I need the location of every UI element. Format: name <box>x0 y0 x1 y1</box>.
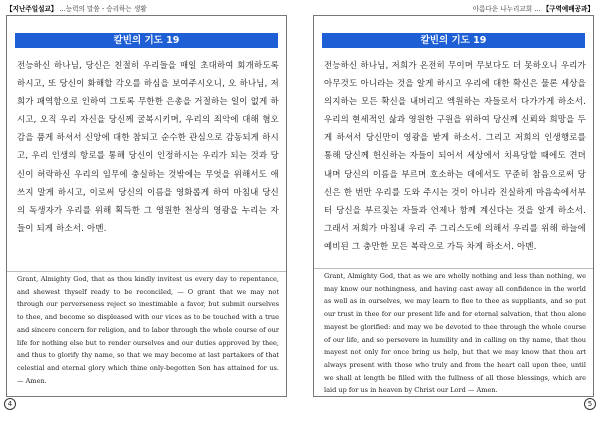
header-right-tag: 【구역예배공과】 <box>542 5 594 13</box>
left-english-prayer: Grant, Almighty God, that as thou kindly invitest us every day to repentance, and shewest thyself ready to be reconciled, — O grant that we may not through our perverseness reject so inestimable a favor, but submit ourselves to thee, and become so displeased with our vices as to be touched with a true and sincere concern for religion, and to labor through the whole course of our life for nothing else but to render ourselves and our duties approved by thee, and thus to glorify thy name, so that we may become at last partakers of that celestial and eternal glory which thine only-begotten Son has attained for us. — Amen. <box>17 275 279 385</box>
right-korean-prayer: 전능하신 하나님, 저희가 온전히 무이며 무보다도 더 못하오니 우리가 아무것도 아니라는 것을 알게 하시고 우리에 대한 확신은 물론 세상을 의지하는 모든 확신을 내버리고 엑원하는 자들로서 다가가게 하소서. 우리의 현세적인 삶과 영원한 구원을 위하여 당신께 신뢰와 희망을 두게 하셔서 당신만이 영광을 받게 하소서. 그리고 저희의 인생행로를 통해 당신께 헌신하는 자들이 되어서 세상에서 치욕당할 때에도 견뎌내며 당신의 이름을 부르며 호소하는 데에서도 꾸준히 참음으로써 당신은 한 번만 우리를 도와 주시는 것이 아니라 진실하게 마음속에서부터 당신을 부르짖는 자들과 언제나 함께 계신다는 것을 알게 하소서. 그래서 저희가 마침내 우리 주 그리스도에 의해서 우리를 위해 하늘에 예비된 그 충만한 모든 복락으로 가득 차게 하소서. 아멘. <box>324 60 586 251</box>
header-right-subtitle: 아름다운 나누리교회 ... <box>472 5 541 13</box>
header-left-subtitle: ...능력의 말씀 - 승리하는 생활 <box>59 5 147 13</box>
left-korean-prayer: 전능하신 하나님, 당신은 친절히 우리들을 매일 초대하여 회개하도록 하시고, 또 당신이 화해할 각오를 하심을 보여주시오니, 오 하나님, 저희가 패역함으로 인하여 그토록 무한한 은총을 거절하는 일이 없게 하시고, 오직 우리 자신을 당신께 굴복시키며, 우리의 죄악에 대해 혐오감을 품게 하셔서 신앙에 대한 참되고 순수한 관심으로 감동되게 하시고, 우리 인생의 항로를 통해 당신이 인정하시는 우리가 되는 것과 당신이 허락하신 우리의 임무에 충실하는 것밖에는 무엇을 위해서도 애쓰지 말게 하시고, 이로써 당신의 이름을 영화롭게 하여 마침내 당신의 독생자가 우리를 위해 획득한 그 영원한 천상의 영광을 누리는 자들이 되게 하소서. 아멘. <box>17 60 279 233</box>
header-right <box>473 3 594 13</box>
right-page <box>313 15 594 397</box>
left-divider <box>7 271 286 272</box>
header-left-tag: 【지난주일설교】 <box>6 5 58 13</box>
left-page <box>6 15 287 397</box>
right-page-number: 5 <box>584 398 596 410</box>
left-page-title: 칼빈의 기도 19 <box>15 33 278 48</box>
header-left <box>6 3 147 13</box>
right-page-title: 칼빈의 기도 19 <box>322 33 585 48</box>
left-page-number: 4 <box>4 398 16 410</box>
right-divider <box>314 268 593 269</box>
right-english-prayer: Grant, Almighty God, that as we are wholly nothing and less than nothing, we may know our nothingness, and having cast away all confidence in the world as well as in ourselves, we may learn to flee to thee as suppliants, and so put our trust in thee for our present life and for eternal salvation, that thou alone mayest be glorified: and may we be devoted to thee through the whole course of our life, and so persevere in humility and in calling on thy name, that thou mayest not only for once bring us help, but that we may know that thou art always present with those who truly and from the heart call upon thee, until we shall at length be filled with the fullness of all those blessings, which are laid up for us in heaven by Christ our Lord — Amen. <box>324 272 586 395</box>
